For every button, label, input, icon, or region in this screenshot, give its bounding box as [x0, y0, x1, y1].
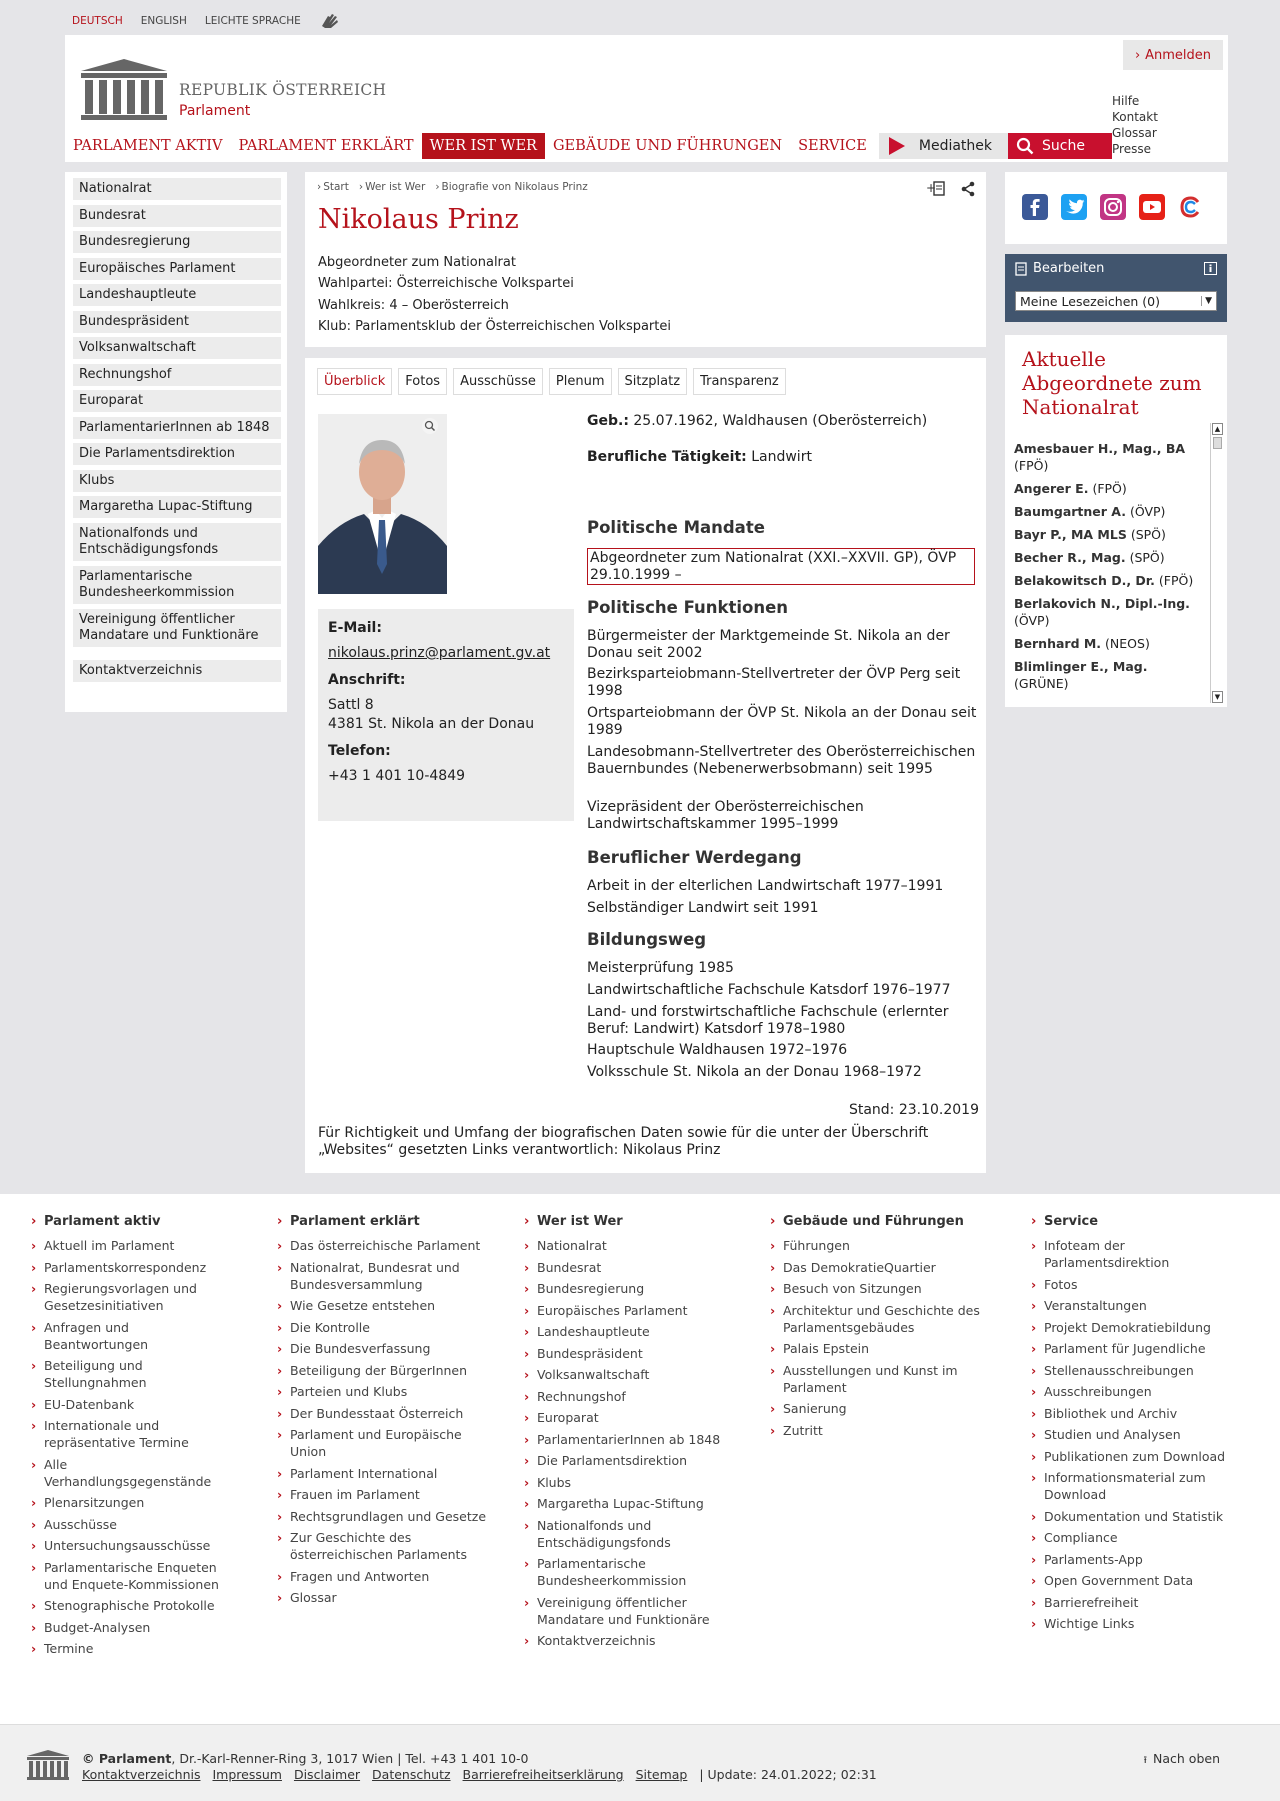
svg-text:+: + — [926, 181, 937, 195]
birth-value: 25.07.1962, Waldhausen (Oberösterreich) — [633, 413, 928, 429]
footer-link[interactable]: › Internationale und repräsentative Termine — [31, 1417, 231, 1451]
footer-link[interactable]: › Parteien und Klubs — [277, 1383, 487, 1400]
youtube-icon[interactable] — [1139, 194, 1165, 220]
info-role: Abgeordneter zum Nationalrat — [318, 255, 516, 270]
heading-functions: Politische Funktionen — [587, 598, 789, 617]
footer-link[interactable]: › Beteiligung der BürgerInnen — [277, 1362, 487, 1379]
play-icon — [889, 137, 905, 155]
footer-link[interactable]: › Nationalrat, Bundesrat und Bundesversammlung — [277, 1259, 487, 1293]
sidebar-item-rechnungshof[interactable]: Rechnungshof — [73, 364, 281, 386]
education-item: Landwirtschaftliche Fachschule Katsdorf 1976–1977 — [587, 982, 951, 998]
footer-link[interactable]: › EU-Datenbank — [31, 1396, 231, 1413]
list-item[interactable] — [1014, 440, 1200, 474]
chevron-down-icon: ▼ — [1201, 296, 1212, 306]
footer-link[interactable]: › Infoteam der Parlamentsdirektion — [1031, 1237, 1241, 1271]
function-item: Vizepräsident der Oberösterreichischen Landwirtschaftskammer 1995–1999 — [587, 799, 864, 832]
mediathek-label: Mediathek — [918, 138, 993, 154]
meta-link-glossar[interactable]: Glossar — [1112, 126, 1157, 140]
footer-link[interactable]: › Klubs — [524, 1474, 734, 1491]
bottom-link-barrierefreiheit[interactable]: Barrierefreiheitserklärung — [462, 1767, 624, 1782]
footer-link[interactable]: › Nationalrat — [524, 1237, 734, 1254]
footer-col-title[interactable]: › Service — [1031, 1214, 1241, 1229]
footer-link[interactable]: › Regierungsvorlagen und Gesetzesinitiativen — [31, 1280, 231, 1314]
sidebar-item-vereinigung[interactable]: Vereinigung öffentlicher Mandatare und Funktionäre — [73, 609, 281, 647]
nav-wer-ist-wer[interactable]: WER IST WER — [422, 133, 545, 159]
sidebar-item-bundesrat[interactable]: Bundesrat — [73, 205, 281, 227]
footer-link[interactable]: › Parlamentskorrespondenz — [31, 1259, 231, 1276]
page-title: Nikolaus Prinz — [318, 204, 519, 235]
bottom-bar — [0, 1724, 1280, 1801]
mp-name: Bayr P., MA MLS — [1014, 527, 1127, 542]
tab-transparenz[interactable]: Transparenz — [693, 368, 786, 395]
nav-parlament-aktiv[interactable]: PARLAMENT AKTIV — [73, 138, 223, 154]
meta-link-presse[interactable]: Presse — [1112, 142, 1151, 156]
footer-link[interactable]: › Stenographische Protokolle — [31, 1597, 231, 1614]
scroll-down-icon[interactable]: ▼ — [1212, 691, 1223, 703]
sidebar-item-nationalfonds[interactable]: Nationalfonds und Entschädigungsfonds — [73, 523, 281, 561]
bottom-link-kontaktverzeichnis[interactable]: Kontaktverzeichnis — [82, 1767, 201, 1782]
sidebar-item-volksanwaltschaft[interactable]: Volksanwaltschaft — [73, 337, 281, 359]
footer-link[interactable]: › Fragen und Antworten — [277, 1568, 487, 1585]
sidebar-item-parlamentarierinnen[interactable]: ParlamentarierInnen ab 1848 — [73, 417, 281, 439]
bio-disclaimer: Für Richtigkeit und Umfang der biografischen Daten sowie für die unter der Überschrift „Websites“ gesetzten Links verantwortlich: Nikolaus Prinz — [318, 1125, 929, 1158]
mp-party: (FPÖ) — [1014, 458, 1049, 473]
bottom-link-disclaimer[interactable]: Disclaimer — [293, 1767, 361, 1782]
breadcrumb — [317, 181, 588, 193]
sidebar-item-landeshauptleute[interactable]: Landeshauptleute — [73, 284, 281, 306]
back-to-top-label: Nach oben — [1153, 1751, 1220, 1766]
footer-link[interactable]: › Open Government Data — [1031, 1572, 1241, 1589]
portrait-photo[interactable] — [318, 414, 447, 594]
sidebar-item-lupac-stiftung[interactable]: Margaretha Lupac-Stiftung — [73, 496, 281, 518]
footer-link[interactable]: › Wie Gesetze entstehen — [277, 1297, 487, 1314]
info-icon[interactable] — [1204, 262, 1217, 275]
address-line2: 4381 St. Nikola an der Donau — [328, 716, 535, 732]
sidebar-item-bundesheerkommission[interactable]: Parlamentarische Bundesheerkommission — [73, 566, 281, 604]
footer-link[interactable]: › Alle Verhandlungsgegenstände — [31, 1456, 231, 1490]
footer-link[interactable]: › Compliance — [1031, 1529, 1241, 1546]
stand-date: Stand: 23.10.2019 — [848, 1102, 979, 1118]
footer-link[interactable]: › Europäisches Parlament — [524, 1302, 734, 1319]
function-item: Bezirksparteiobmann-Stellvertreter der ÖVP Perg seit 1998 — [587, 666, 961, 699]
mp-party: (GRÜNE) — [1014, 676, 1069, 691]
mp-name: Blimlinger E., Mag. — [1014, 659, 1148, 674]
footer-link[interactable]: › Ausschüsse — [31, 1516, 231, 1533]
list-item[interactable] — [1014, 635, 1200, 652]
mp-party: (NEOS) — [1105, 636, 1150, 651]
login-button[interactable]: › Anmelden — [1123, 40, 1223, 70]
list-item[interactable] — [1014, 480, 1200, 497]
footer-link[interactable]: › Dokumentation und Statistik — [1031, 1508, 1241, 1525]
page-tools — [926, 180, 976, 198]
footer-link[interactable]: › Die Kontrolle — [277, 1319, 487, 1336]
footer-link[interactable]: › Wichtige Links — [1031, 1615, 1241, 1632]
mp-party: (SPÖ) — [1129, 550, 1165, 565]
footer-link[interactable]: › Vereinigung öffentlicher Mandatare und Funktionäre — [524, 1594, 734, 1628]
footer-link[interactable]: › Kontaktverzeichnis — [524, 1632, 734, 1649]
footer-link[interactable]: › Anfragen und Beantwortungen — [31, 1319, 231, 1353]
footer-link[interactable]: › Landeshauptleute — [524, 1323, 734, 1340]
footer-col-title[interactable]: › Parlament aktiv — [31, 1214, 231, 1229]
sidebar-item-bundespraesident[interactable]: Bundespräsident — [73, 311, 281, 333]
footer-link[interactable]: › Die Parlamentsdirektion — [524, 1452, 734, 1469]
breadcrumb-start[interactable]: › Start — [317, 181, 349, 193]
footer-col-gebaeude — [770, 1214, 980, 1443]
breadcrumb-current: › Biografie von Nikolaus Prinz — [435, 181, 587, 193]
scroll-thumb[interactable] — [1213, 437, 1222, 449]
function-item: Ortsparteiobmann der ÖVP St. Nikola an der Donau seit 1989 — [587, 705, 977, 738]
education-item: Volksschule St. Nikola an der Donau 1968–1972 — [587, 1064, 922, 1080]
job-label: Berufliche Tätigkeit: — [587, 449, 747, 465]
bottom-address: , Dr.-Karl-Renner-Ring 3, 1017 Wien | Tel. +43 1 401 10-0 — [171, 1751, 529, 1766]
bearbeiten-panel — [1005, 254, 1227, 322]
mp-party: (FPÖ) — [1092, 481, 1127, 496]
profile-body — [305, 358, 986, 1173]
footer-link[interactable]: › Barrierefreiheit — [1031, 1594, 1241, 1611]
social-links — [1005, 172, 1227, 244]
list-item[interactable] — [1014, 595, 1200, 629]
profile-header — [305, 172, 986, 347]
footer-link[interactable]: › Untersuchungsausschüsse — [31, 1537, 231, 1554]
footer-col-title[interactable]: › Gebäude und Führungen — [770, 1214, 980, 1229]
search-button[interactable] — [1008, 133, 1112, 159]
sidebar-item-klubs[interactable]: Klubs — [73, 470, 281, 492]
mandate-box: Abgeordneter zum Nationalrat (XXI.–XXVII. GP), ÖVP 29.10.1999 – — [587, 548, 975, 585]
info-constituency: Wahlkreis: 4 – Oberösterreich — [318, 298, 509, 313]
bearbeiten-title: Bearbeiten — [1033, 261, 1105, 276]
footer-link[interactable]: › Parlaments-App — [1031, 1551, 1241, 1568]
mp-list-scrollbar[interactable] — [1210, 423, 1222, 703]
footer-link[interactable]: › Bundesregierung — [524, 1280, 734, 1297]
tab-ueberblick[interactable]: Überblick — [317, 368, 392, 395]
footer-link[interactable]: › Nationalfonds und Entschädigungsfonds — [524, 1517, 734, 1551]
nav-service[interactable]: SERVICE — [798, 138, 867, 154]
footer-link[interactable]: › Sanierung — [770, 1400, 980, 1417]
sidebar-item-europarat[interactable]: Europarat — [73, 390, 281, 412]
mp-party: (SPÖ) — [1130, 527, 1166, 542]
current-mps-panel — [1005, 335, 1227, 707]
function-item: Landesobmann-Stellvertreter des Oberösterreichischen Bauernbundes (Nebenerwerbsobmann) seit 1995 — [587, 744, 976, 777]
footer-col-parlament-erklaert — [277, 1214, 487, 1611]
list-item[interactable] — [1014, 526, 1200, 543]
facebook-icon[interactable] — [1022, 194, 1048, 220]
language-bar — [72, 14, 345, 28]
footer-link[interactable]: › Informationsmaterial zum Download — [1031, 1469, 1241, 1503]
phone-label: Telefon: — [328, 743, 391, 759]
mp-name: Bernhard M. — [1014, 636, 1102, 651]
footer-link[interactable]: › Zur Geschichte des österreichischen Parlaments — [277, 1529, 487, 1563]
function-item: Bürgermeister der Marktgemeinde St. Nikola an der Donau seit 2002 — [587, 628, 950, 661]
info-party: Wahlpartei: Österreichische Volkspartei — [318, 276, 574, 291]
footer-link[interactable]: › Bundesrat — [524, 1259, 734, 1276]
footer-link[interactable]: › Ausschreibungen — [1031, 1383, 1241, 1400]
update-date: | Update: 24.01.2022; 02:31 — [699, 1767, 877, 1782]
logo-text — [179, 81, 386, 119]
footer-link[interactable]: › Das DemokratieQuartier — [770, 1259, 980, 1276]
birth-label: Geb.: — [587, 413, 629, 429]
heading-career: Beruflicher Werdegang — [587, 848, 802, 867]
mp-party: (ÖVP) — [1014, 613, 1050, 628]
logo-line-parlament: Parlament — [179, 103, 251, 119]
mediathek-button[interactable] — [879, 133, 1008, 159]
info-club: Klub: Parlamentsklub der Österreichischen Volkspartei — [318, 319, 671, 334]
footer-link[interactable]: › Parlamentarische Bundesheerkommission — [524, 1555, 734, 1589]
footer-link[interactable]: › Plenarsitzungen — [31, 1494, 231, 1511]
mp-name: Angerer E. — [1014, 481, 1089, 496]
logo-line-republic: REPUBLIK ÖSTERREICH — [179, 81, 387, 99]
bookmark-add-icon[interactable] — [926, 180, 946, 198]
footer-col-parlament-aktiv — [31, 1214, 231, 1662]
footer-link[interactable]: › Das österreichische Parlament — [277, 1237, 487, 1254]
contact-box — [318, 609, 574, 821]
list-item[interactable] — [1014, 572, 1200, 589]
nav-gebaeude[interactable]: GEBÄUDE UND FÜHRUNGEN — [552, 138, 783, 154]
tab-fotos[interactable]: Fotos — [398, 368, 447, 395]
login-label: Anmelden — [1145, 47, 1212, 63]
mp-list — [1014, 440, 1200, 702]
podcast-icon[interactable] — [1178, 194, 1204, 220]
tab-plenum[interactable]: Plenum — [549, 368, 612, 395]
main-navigation — [65, 133, 1228, 159]
email-link[interactable]: nikolaus.prinz@parlament.gv.at — [328, 645, 551, 661]
list-item[interactable] — [1014, 549, 1200, 566]
list-item[interactable] — [1014, 658, 1200, 692]
meta-link-kontakt[interactable]: Kontakt — [1112, 110, 1158, 124]
address-line1: Sattl 8 — [328, 697, 374, 713]
bottom-link-sitemap[interactable]: Sitemap — [635, 1767, 688, 1782]
footer-link[interactable]: › Architektur und Geschichte des Parlamentsgebäudes — [770, 1302, 980, 1336]
footer-link[interactable]: › Parlament und Europäische Union — [277, 1426, 487, 1460]
email-label: E-Mail: — [328, 620, 382, 636]
mp-name: Belakowitsch D., Dr. — [1014, 573, 1155, 588]
footer-link[interactable]: › Stellenausschreibungen — [1031, 1362, 1241, 1379]
lang-english[interactable]: ENGLISH — [140, 15, 187, 27]
bottom-link-datenschutz[interactable]: Datenschutz — [372, 1767, 451, 1782]
footer-link[interactable]: › Volksanwaltschaft — [524, 1366, 734, 1383]
footer-col-wer-ist-wer — [524, 1214, 734, 1654]
search-label: Suche — [1042, 138, 1085, 154]
footer-link[interactable]: › Palais Epstein — [770, 1340, 980, 1357]
footer-link[interactable]: › Besuch von Sitzungen — [770, 1280, 980, 1297]
mp-name: Baumgartner A. — [1014, 504, 1126, 519]
footer-link[interactable]: › Europarat — [524, 1409, 734, 1426]
footer-link[interactable]: › Rechnungshof — [524, 1388, 734, 1405]
career-item: Selbständiger Landwirt seit 1991 — [587, 900, 819, 916]
sidebar-item-kontaktverzeichnis[interactable]: Kontaktverzeichnis — [73, 660, 281, 682]
footer-link[interactable]: › Parlament für Jugendliche — [1031, 1340, 1241, 1357]
heading-education: Bildungsweg — [587, 930, 707, 949]
bearbeiten-header — [1015, 261, 1104, 276]
arrow-up-icon: ⭱ — [1143, 1755, 1148, 1766]
current-mps-title: Aktuelle Abgeordnete zum Nationalrat — [1022, 347, 1202, 419]
footer-link[interactable]: › ParlamentarierInnen ab 1848 — [524, 1431, 734, 1448]
bookmark-select-value: Meine Lesezeichen (0) — [1020, 293, 1160, 309]
instagram-icon[interactable] — [1100, 194, 1126, 220]
footer-link[interactable]: › Budget-Analysen — [31, 1619, 231, 1636]
mp-name: Becher R., Mag. — [1014, 550, 1126, 565]
footer-link[interactable]: › Bundespräsident — [524, 1345, 734, 1362]
mp-party: (FPÖ) — [1158, 573, 1194, 588]
footer-link[interactable]: › Margaretha Lupac-Stiftung — [524, 1495, 734, 1512]
tab-sitzplatz[interactable]: Sitzplatz — [618, 368, 688, 395]
footer-link[interactable]: › Studien und Analysen — [1031, 1426, 1241, 1443]
footer-link[interactable]: › Frauen im Parlament — [277, 1486, 487, 1503]
footer-link[interactable]: › Die Bundesverfassung — [277, 1340, 487, 1357]
mp-name: Berlakovich N., Dipl.-Ing. — [1014, 596, 1190, 611]
scroll-up-icon[interactable]: ▲ — [1212, 423, 1223, 435]
footer-link[interactable]: › Bibliothek und Archiv — [1031, 1405, 1241, 1422]
phone-value: +43 1 401 10-4849 — [328, 768, 466, 784]
breadcrumb-wer-ist-wer[interactable]: › Wer ist Wer — [359, 181, 425, 193]
parliament-logo-small-icon — [26, 1748, 70, 1780]
bottom-link-impressum[interactable]: Impressum — [212, 1767, 282, 1782]
footer-link[interactable]: › Parlamentarische Enqueten und Enquete-Kommissionen — [31, 1559, 231, 1593]
footer-col-title[interactable]: › Wer ist Wer — [524, 1214, 734, 1229]
back-to-top-link[interactable] — [1144, 1751, 1220, 1770]
footer-link[interactable]: › Aktuell im Parlament — [31, 1237, 231, 1254]
footer-link[interactable]: › Führungen — [770, 1237, 980, 1254]
footer-link[interactable]: › Ausstellungen und Kunst im Parlament — [770, 1362, 980, 1396]
footer-link[interactable]: › Veranstaltungen — [1031, 1297, 1241, 1314]
footer-col-title[interactable]: › Parlament erklärt — [277, 1214, 487, 1229]
footer-link[interactable]: › Rechtsgrundlagen und Gesetze — [277, 1508, 487, 1525]
sidebar — [65, 172, 287, 712]
lang-leichte-sprache[interactable]: LEICHTE SPRACHE — [204, 15, 301, 27]
sidebar-item-nationalrat[interactable]: Nationalrat — [73, 178, 281, 200]
education-item: Land- und forstwirtschaftliche Fachschule (erlernter Beruf: Landwirt) Katsdorf 1978–1980 — [587, 1004, 949, 1037]
footer-link[interactable]: › Zutritt — [770, 1422, 980, 1439]
heading-mandate: Politische Mandate — [587, 518, 765, 537]
footer-sitemap — [0, 1194, 1280, 1724]
address-label: Anschrift: — [328, 672, 406, 688]
footer-link[interactable]: › Publikationen zum Download — [1031, 1448, 1241, 1465]
bookmark-icon — [1015, 262, 1027, 276]
sign-language-icon[interactable] — [319, 10, 345, 33]
footer-link[interactable]: › Termine — [31, 1640, 231, 1657]
footer-col-service — [1031, 1214, 1241, 1637]
footer-link[interactable]: › Beteiligung und Stellungnahmen — [31, 1357, 231, 1391]
sidebar-item-eu-parlament[interactable]: Europäisches Parlament — [73, 258, 281, 280]
nav-parlament-erklaert[interactable]: PARLAMENT ERKLÄRT — [238, 138, 414, 154]
search-icon — [1016, 137, 1034, 155]
lang-deutsch[interactable]: DEUTSCH — [72, 15, 123, 27]
mp-party: (ÖVP) — [1129, 504, 1166, 519]
career-item: Arbeit in der elterlichen Landwirtschaft 1977–1991 — [587, 878, 944, 894]
meta-link-hilfe[interactable]: Hilfe — [1112, 94, 1140, 108]
sidebar-item-bundesregierung[interactable]: Bundesregierung — [73, 231, 281, 253]
copyright: © Parlament — [82, 1751, 172, 1766]
sidebar-item-parlamentsdirektion[interactable]: Die Parlamentsdirektion — [73, 443, 281, 465]
bio-sections — [587, 358, 982, 1173]
share-icon[interactable] — [960, 181, 976, 197]
mp-name: Amesbauer H., Mag., BA — [1014, 441, 1186, 456]
footer-link[interactable]: › Parlament International — [277, 1465, 487, 1482]
job-value: Landwirt — [751, 449, 812, 465]
twitter-icon[interactable] — [1061, 194, 1087, 220]
tab-ausschuesse[interactable]: Ausschüsse — [453, 368, 543, 395]
education-item: Hauptschule Waldhausen 1972–1976 — [587, 1042, 848, 1058]
footer-link[interactable]: › Fotos — [1031, 1276, 1241, 1293]
bookmark-select[interactable] — [1015, 291, 1217, 311]
site-header — [65, 35, 1228, 162]
footer-link[interactable]: › Glossar — [277, 1589, 487, 1606]
footer-link[interactable]: › Der Bundesstaat Österreich — [277, 1405, 487, 1422]
bottom-info — [82, 1751, 877, 1783]
footer-link[interactable]: › Projekt Demokratiebildung — [1031, 1319, 1241, 1336]
education-item: Meisterprüfung 1985 — [587, 960, 734, 976]
list-item[interactable] — [1014, 503, 1200, 520]
